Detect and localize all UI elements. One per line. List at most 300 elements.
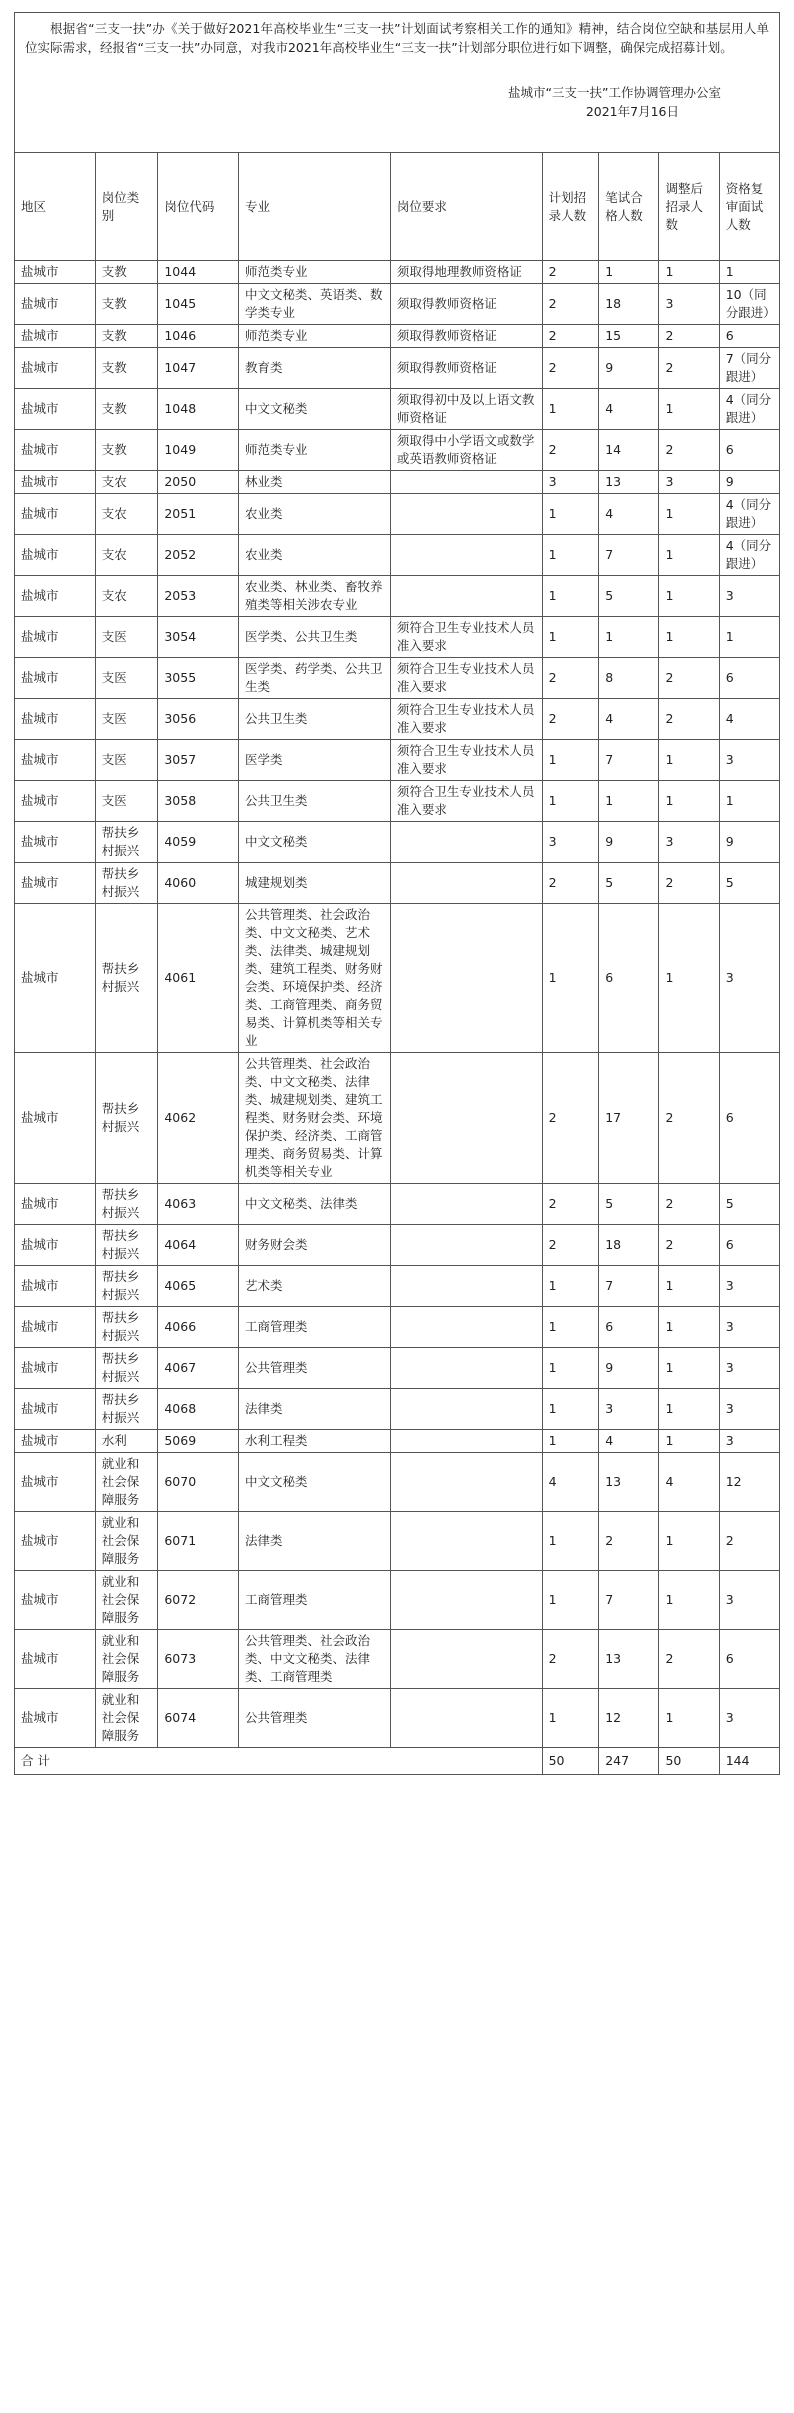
table-cell: 2 (659, 699, 719, 740)
table-cell: 2 (542, 1053, 599, 1184)
table-cell: 支医 (95, 781, 158, 822)
table-row (15, 1430, 780, 1453)
table-cell: 就业和社会保障服务 (95, 1453, 158, 1512)
table-cell: 4 (599, 494, 659, 535)
table-cell: 7（同分跟进） (719, 348, 779, 389)
table-cell: 4059 (158, 822, 239, 863)
total-value: 144 (719, 1748, 779, 1775)
table-cell: 帮扶乡村振兴 (95, 863, 158, 904)
table-cell: 中文文秘类、英语类、数学类专业 (239, 284, 391, 325)
table-cell: 帮扶乡村振兴 (95, 904, 158, 1053)
table-cell: 须取得教师资格证 (390, 325, 542, 348)
table-cell (390, 1307, 542, 1348)
table-row (15, 535, 780, 576)
table-cell: 1 (719, 617, 779, 658)
table-cell: 农业类 (239, 535, 391, 576)
table-cell: 盐城市 (15, 1512, 96, 1571)
table-cell: 4（同分跟进） (719, 494, 779, 535)
table-cell: 帮扶乡村振兴 (95, 1266, 158, 1307)
table-cell: 2 (659, 325, 719, 348)
table-cell: 盐城市 (15, 863, 96, 904)
table-cell: 1 (659, 1348, 719, 1389)
table-cell: 2 (542, 1630, 599, 1689)
table-cell: 1 (542, 740, 599, 781)
table-cell: 须符合卫生专业技术人员准入要求 (390, 699, 542, 740)
table-cell: 盐城市 (15, 1453, 96, 1512)
table-cell: 支农 (95, 471, 158, 494)
table-cell: 3 (719, 1348, 779, 1389)
notice-date: 2021年7月16日 (585, 104, 679, 119)
table-cell: 工商管理类 (239, 1307, 391, 1348)
table-cell: 须取得初中及以上语文教师资格证 (390, 389, 542, 430)
table-cell: 须符合卫生专业技术人员准入要求 (390, 781, 542, 822)
table-cell: 须取得中小学语文或数学或英语教师资格证 (390, 430, 542, 471)
table-cell: 农业类、林业类、畜牧养殖类等相关涉农专业 (239, 576, 391, 617)
table-cell: 7 (599, 740, 659, 781)
table-cell: 4 (542, 1453, 599, 1512)
table-cell: 15 (599, 325, 659, 348)
header-cell: 笔试合格人数 (599, 153, 659, 261)
table-row (15, 1571, 780, 1630)
adjustment-table (14, 152, 780, 1775)
table-cell: 盐城市 (15, 1307, 96, 1348)
table-cell: 1048 (158, 389, 239, 430)
table-cell: 公共卫生类 (239, 781, 391, 822)
table-cell: 2051 (158, 494, 239, 535)
table-cell: 3 (719, 904, 779, 1053)
table-cell (390, 1053, 542, 1184)
table-cell: 1 (542, 1348, 599, 1389)
table-cell: 4 (719, 699, 779, 740)
table-cell: 支医 (95, 699, 158, 740)
table-cell: 艺术类 (239, 1266, 391, 1307)
table-row (15, 389, 780, 430)
table-cell: 9 (599, 1348, 659, 1389)
table-cell: 盐城市 (15, 1389, 96, 1430)
table-cell: 4065 (158, 1266, 239, 1307)
table-cell: 18 (599, 284, 659, 325)
table-cell: 6 (719, 1225, 779, 1266)
table-cell: 13 (599, 471, 659, 494)
table-cell: 盐城市 (15, 781, 96, 822)
table-cell (390, 904, 542, 1053)
table-cell: 盐城市 (15, 1430, 96, 1453)
table-cell: 3 (542, 471, 599, 494)
table-cell (390, 471, 542, 494)
table-cell: 盐城市 (15, 904, 96, 1053)
table-cell: 2 (659, 1184, 719, 1225)
table-cell: 工商管理类 (239, 1571, 391, 1630)
table-row (15, 348, 780, 389)
table-cell: 2 (719, 1512, 779, 1571)
header-cell: 岗位类别 (95, 153, 158, 261)
table-cell: 1 (599, 617, 659, 658)
table-cell: 3 (719, 740, 779, 781)
table-cell: 6 (599, 904, 659, 1053)
table-cell: 6 (719, 1630, 779, 1689)
header-cell: 地区 (15, 153, 96, 261)
table-cell: 公共管理类、社会政治类、中文文秘类、艺术类、法律类、城建规划类、建筑工程类、财务财会类、环境保护类、经济类、工商管理类、商务贸易类、计算机类等相关专业 (239, 904, 391, 1053)
table-cell: 13 (599, 1453, 659, 1512)
table-cell: 3 (719, 576, 779, 617)
notice-intro (14, 12, 780, 152)
table-cell: 2 (659, 1630, 719, 1689)
table-cell: 13 (599, 1630, 659, 1689)
table-cell: 10（同分跟进） (719, 284, 779, 325)
table-cell: 盐城市 (15, 1053, 96, 1184)
table-cell: 2053 (158, 576, 239, 617)
table-cell: 4066 (158, 1307, 239, 1348)
table-cell: 2 (659, 658, 719, 699)
table-cell: 师范类专业 (239, 430, 391, 471)
total-label: 合 计 (15, 1748, 543, 1775)
table-cell: 2050 (158, 471, 239, 494)
table-cell: 就业和社会保障服务 (95, 1689, 158, 1748)
table-cell: 4062 (158, 1053, 239, 1184)
table-cell: 帮扶乡村振兴 (95, 822, 158, 863)
table-cell: 帮扶乡村振兴 (95, 1307, 158, 1348)
table-cell (390, 1571, 542, 1630)
table-cell: 5 (599, 863, 659, 904)
table-cell: 1 (659, 1430, 719, 1453)
table-cell: 2 (542, 325, 599, 348)
table-cell: 6 (719, 430, 779, 471)
table-cell: 9 (719, 822, 779, 863)
table-cell: 盐城市 (15, 1571, 96, 1630)
table-cell: 水利 (95, 1430, 158, 1453)
table-cell: 1 (542, 1571, 599, 1630)
table-cell: 2 (659, 348, 719, 389)
table-cell: 1 (542, 494, 599, 535)
table-cell: 1 (659, 1307, 719, 1348)
table-cell: 盐城市 (15, 261, 96, 284)
table-cell: 1 (659, 1571, 719, 1630)
table-cell: 12 (599, 1689, 659, 1748)
total-value: 50 (659, 1748, 719, 1775)
table-cell: 公共管理类、社会政治类、中文文秘类、法律类、城建规划类、建筑工程类、财务财会类、环境保护类、经济类、工商管理类、商务贸易类、计算机类等相关专业 (239, 1053, 391, 1184)
table-cell: 就业和社会保障服务 (95, 1571, 158, 1630)
table-cell: 盐城市 (15, 430, 96, 471)
table-row (15, 430, 780, 471)
table-cell: 盐城市 (15, 617, 96, 658)
table-cell: 3055 (158, 658, 239, 699)
header-cell: 资格复审面试人数 (719, 153, 779, 261)
table-cell: 2052 (158, 535, 239, 576)
table-cell: 支农 (95, 535, 158, 576)
table-cell: 帮扶乡村振兴 (95, 1184, 158, 1225)
table-row (15, 1348, 780, 1389)
table-cell: 1049 (158, 430, 239, 471)
table-cell: 2 (659, 430, 719, 471)
table-cell (390, 1453, 542, 1512)
table-row (15, 1266, 780, 1307)
table-cell: 盐城市 (15, 325, 96, 348)
table-cell: 4067 (158, 1348, 239, 1389)
table-row (15, 1225, 780, 1266)
table-cell: 3058 (158, 781, 239, 822)
table-cell: 1 (659, 1689, 719, 1748)
table-cell: 9 (599, 822, 659, 863)
table-cell: 盐城市 (15, 389, 96, 430)
table-cell: 支教 (95, 261, 158, 284)
header-cell: 计划招录人数 (542, 153, 599, 261)
table-row (15, 617, 780, 658)
table-cell: 1 (542, 617, 599, 658)
table-cell (390, 535, 542, 576)
table-cell: 1 (659, 1266, 719, 1307)
table-cell: 4068 (158, 1389, 239, 1430)
table-cell: 6070 (158, 1453, 239, 1512)
table-cell: 公共管理类 (239, 1348, 391, 1389)
table-cell: 须符合卫生专业技术人员准入要求 (390, 658, 542, 699)
table-cell: 1 (542, 1307, 599, 1348)
table-cell: 18 (599, 1225, 659, 1266)
table-row (15, 325, 780, 348)
table-row (15, 699, 780, 740)
table-row (15, 576, 780, 617)
table-cell (390, 1689, 542, 1748)
table-cell: 盐城市 (15, 284, 96, 325)
table-cell: 6 (599, 1307, 659, 1348)
table-cell: 1 (542, 389, 599, 430)
table-cell: 7 (599, 1266, 659, 1307)
table-cell: 2 (542, 699, 599, 740)
table-row (15, 1053, 780, 1184)
table-cell: 中文文秘类 (239, 822, 391, 863)
table-cell: 2 (599, 1512, 659, 1571)
table-cell: 中文文秘类、法律类 (239, 1184, 391, 1225)
table-cell: 1044 (158, 261, 239, 284)
table-cell: 9 (719, 471, 779, 494)
table-row (15, 494, 780, 535)
table-cell: 须取得教师资格证 (390, 348, 542, 389)
table-cell: 盐城市 (15, 1348, 96, 1389)
header-cell: 专业 (239, 153, 391, 261)
table-cell: 盐城市 (15, 1225, 96, 1266)
table-cell: 帮扶乡村振兴 (95, 1225, 158, 1266)
table-row (15, 1630, 780, 1689)
table-cell: 5 (599, 1184, 659, 1225)
table-cell: 14 (599, 430, 659, 471)
table-cell: 8 (599, 658, 659, 699)
table-cell (390, 576, 542, 617)
table-cell: 水利工程类 (239, 1430, 391, 1453)
table-cell: 1 (542, 1689, 599, 1748)
table-row (15, 822, 780, 863)
table-cell: 5 (599, 576, 659, 617)
table-cell: 公共管理类 (239, 1689, 391, 1748)
table-row (15, 863, 780, 904)
total-value: 247 (599, 1748, 659, 1775)
table-cell: 4 (599, 699, 659, 740)
header-cell: 调整后招录人数 (659, 153, 719, 261)
table-cell: 6072 (158, 1571, 239, 1630)
table-cell: 1047 (158, 348, 239, 389)
table-cell: 9 (599, 348, 659, 389)
table-cell (390, 1225, 542, 1266)
table-cell: 2 (542, 863, 599, 904)
table-cell: 4 (659, 1453, 719, 1512)
table-cell: 财务财会类 (239, 1225, 391, 1266)
table-row (15, 1307, 780, 1348)
table-cell: 须符合卫生专业技术人员准入要求 (390, 740, 542, 781)
table-cell: 3054 (158, 617, 239, 658)
table-cell: 支农 (95, 576, 158, 617)
table-cell: 支教 (95, 284, 158, 325)
table-cell: 支教 (95, 430, 158, 471)
table-cell (390, 822, 542, 863)
table-cell: 5069 (158, 1430, 239, 1453)
table-cell: 法律类 (239, 1512, 391, 1571)
table-row (15, 658, 780, 699)
table-cell: 1 (542, 535, 599, 576)
table-cell: 2 (542, 1225, 599, 1266)
table-cell: 4063 (158, 1184, 239, 1225)
table-cell: 1 (659, 261, 719, 284)
table-cell: 3 (659, 471, 719, 494)
table-cell: 5 (719, 863, 779, 904)
table-cell: 农业类 (239, 494, 391, 535)
table-cell: 1046 (158, 325, 239, 348)
table-cell: 1 (659, 904, 719, 1053)
table-cell: 1 (659, 1512, 719, 1571)
table-cell: 3 (719, 1266, 779, 1307)
table-cell: 6 (719, 325, 779, 348)
table-cell: 3 (659, 284, 719, 325)
table-cell: 1 (659, 576, 719, 617)
table-cell: 支教 (95, 325, 158, 348)
table-cell: 3 (719, 1689, 779, 1748)
table-cell: 3056 (158, 699, 239, 740)
header-cell: 岗位代码 (158, 153, 239, 261)
table-cell: 帮扶乡村振兴 (95, 1348, 158, 1389)
table-cell (390, 1266, 542, 1307)
table-cell: 5 (719, 1184, 779, 1225)
table-cell: 1 (599, 781, 659, 822)
table-cell: 1 (542, 781, 599, 822)
table-cell: 6071 (158, 1512, 239, 1571)
table-cell: 盐城市 (15, 658, 96, 699)
table-cell: 支医 (95, 658, 158, 699)
table-cell: 盐城市 (15, 740, 96, 781)
table-cell: 支医 (95, 740, 158, 781)
table-cell: 2 (659, 1053, 719, 1184)
table-cell: 1 (659, 535, 719, 576)
table-cell: 2 (659, 1225, 719, 1266)
table-row (15, 471, 780, 494)
table-cell: 4064 (158, 1225, 239, 1266)
table-cell: 1 (659, 781, 719, 822)
table-row (15, 740, 780, 781)
table-cell: 2 (659, 863, 719, 904)
table-cell (390, 1430, 542, 1453)
table-cell (390, 1389, 542, 1430)
table-cell: 2 (542, 261, 599, 284)
table-cell: 盐城市 (15, 348, 96, 389)
table-cell: 4061 (158, 904, 239, 1053)
table-cell: 1 (659, 389, 719, 430)
table-cell (390, 1512, 542, 1571)
table-cell: 4060 (158, 863, 239, 904)
notice-signature: 盐城市“三支一扶”工作协调管理办公室 (508, 85, 721, 100)
table-cell: 帮扶乡村振兴 (95, 1389, 158, 1430)
table-cell: 6074 (158, 1689, 239, 1748)
table-cell: 公共卫生类 (239, 699, 391, 740)
table-cell (390, 1630, 542, 1689)
table-cell: 1 (659, 1389, 719, 1430)
table-row (15, 1184, 780, 1225)
table-cell: 2 (542, 1184, 599, 1225)
table-cell: 1 (719, 781, 779, 822)
table-cell: 盐城市 (15, 535, 96, 576)
table-cell: 须取得教师资格证 (390, 284, 542, 325)
table-row (15, 904, 780, 1053)
table-cell: 3 (719, 1430, 779, 1453)
table-cell: 3 (659, 822, 719, 863)
table-cell: 1 (542, 1430, 599, 1453)
table-cell: 1 (659, 494, 719, 535)
table-cell: 师范类专业 (239, 261, 391, 284)
table-cell (390, 1348, 542, 1389)
table-cell: 4 (599, 1430, 659, 1453)
table-cell: 4（同分跟进） (719, 535, 779, 576)
table-cell: 2 (542, 284, 599, 325)
table-cell: 支教 (95, 348, 158, 389)
table-cell: 1 (599, 261, 659, 284)
table-cell: 17 (599, 1053, 659, 1184)
table-cell: 1045 (158, 284, 239, 325)
table-cell: 法律类 (239, 1389, 391, 1430)
table-cell: 2 (542, 658, 599, 699)
table-row (15, 1512, 780, 1571)
table-cell: 城建规划类 (239, 863, 391, 904)
table-cell: 中文文秘类 (239, 1453, 391, 1512)
table-cell: 7 (599, 1571, 659, 1630)
table-cell: 盐城市 (15, 1266, 96, 1307)
table-cell: 4（同分跟进） (719, 389, 779, 430)
table-cell: 师范类专业 (239, 325, 391, 348)
table-cell: 1 (542, 1266, 599, 1307)
table-cell: 盐城市 (15, 1689, 96, 1748)
table-cell: 盐城市 (15, 471, 96, 494)
table-cell: 1 (542, 904, 599, 1053)
table-cell: 盐城市 (15, 576, 96, 617)
table-cell: 就业和社会保障服务 (95, 1630, 158, 1689)
table-cell: 就业和社会保障服务 (95, 1512, 158, 1571)
table-cell: 1 (719, 261, 779, 284)
table-cell: 1 (542, 1512, 599, 1571)
table-row (15, 1689, 780, 1748)
table-cell: 6073 (158, 1630, 239, 1689)
table-cell (390, 494, 542, 535)
table-row (15, 284, 780, 325)
table-cell: 2 (542, 430, 599, 471)
table-cell: 3 (719, 1571, 779, 1630)
table-cell: 1 (542, 576, 599, 617)
total-value: 50 (542, 1748, 599, 1775)
table-cell: 3057 (158, 740, 239, 781)
table-cell: 3 (542, 822, 599, 863)
table-cell: 12 (719, 1453, 779, 1512)
table-cell: 中文文秘类 (239, 389, 391, 430)
table-cell: 6 (719, 1053, 779, 1184)
table-cell: 盐城市 (15, 1630, 96, 1689)
table-header-row (15, 153, 780, 261)
table-cell: 盐城市 (15, 494, 96, 535)
table-cell: 支教 (95, 389, 158, 430)
table-cell: 盐城市 (15, 822, 96, 863)
table-cell: 3 (599, 1389, 659, 1430)
